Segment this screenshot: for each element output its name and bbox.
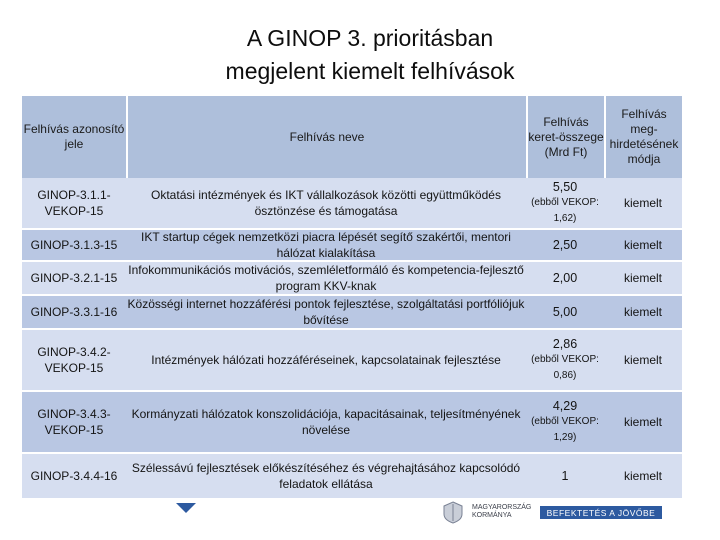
table-row <box>22 178 682 228</box>
header-amount: Felhívás keret-összege (Mrd Ft) <box>528 96 604 178</box>
row-name: Intézmények hálózati hozzáféréseinek, kapcsolatainak fejlesztése <box>151 353 501 367</box>
title-line-2: megjelent kiemelt felhívások <box>225 58 515 84</box>
header-mode: Felhívás meg-hirdetésének módja <box>606 96 682 178</box>
table-row <box>22 296 682 328</box>
table-row <box>22 230 682 260</box>
row-amount <box>526 330 604 390</box>
row-amount <box>526 230 604 260</box>
row-id: GINOP-3.1.1-VEKOP-15 <box>37 188 111 218</box>
row-mode: kiemelt <box>623 353 662 367</box>
row-name: Kormányzati hálózatok konszolidációja, kapacitásainak, teljesítményének növelése <box>131 407 521 437</box>
amount-value: 1 <box>561 469 569 483</box>
amount-sub: (ebből VEKOP: 0,86) <box>531 354 599 381</box>
investment-badge: BEFEKTETÉS A JÖVŐBE <box>540 506 662 519</box>
table-row <box>22 262 682 294</box>
row-amount <box>526 296 604 328</box>
row-id: GINOP-3.4.4-16 <box>30 469 118 483</box>
amount-value: 5,50 <box>552 180 578 194</box>
row-name: Szélessávú fejlesztések előkészítéséhez és végrehajtásához kapcsolódó feladatok ellátása <box>131 461 521 491</box>
amount-value: 2,00 <box>552 271 578 285</box>
row-mode: kiemelt <box>623 196 662 210</box>
blue-chevron-mark <box>176 503 196 513</box>
slide-title <box>170 22 570 88</box>
row-amount <box>526 178 604 228</box>
row-id: GINOP-3.1.3-15 <box>30 238 118 252</box>
header-id: Felhívás azonosító jele <box>22 96 126 178</box>
row-id: GINOP-3.3.1-16 <box>30 305 118 319</box>
table-row <box>22 454 682 498</box>
logo-text: MAGYARORSZÁG KORMÁNYA <box>472 504 532 519</box>
coat-of-arms-icon <box>438 500 468 524</box>
row-name: Infokommunikációs motivációs, szemléletformáló és kompetencia-fejlesztő program KKV-knak <box>128 263 524 293</box>
amount-value: 2,50 <box>552 238 578 252</box>
row-name: IKT startup cégek nemzetközi piacra lépését segítő szakértői, mentori hálózat kialakítása <box>141 230 511 260</box>
row-name: Oktatási intézmények és IKT vállalkozások közötti együttműködés ösztönzése és támogatása <box>151 188 501 218</box>
amount-value: 5,00 <box>552 305 578 319</box>
amount-sub: (ebből VEKOP: 1,62) <box>531 197 599 224</box>
row-mode: kiemelt <box>623 305 662 319</box>
row-amount <box>526 454 604 498</box>
amount-value: 4,29 <box>552 399 578 413</box>
row-amount <box>526 262 604 294</box>
row-mode: kiemelt <box>623 271 662 285</box>
table-row <box>22 330 682 390</box>
row-mode: kiemelt <box>623 415 662 429</box>
row-amount <box>526 392 604 452</box>
row-id: GINOP-3.2.1-15 <box>30 271 118 285</box>
row-id: GINOP-3.4.3-VEKOP-15 <box>37 407 111 437</box>
amount-sub: (ebből VEKOP: 1,29) <box>531 416 599 443</box>
row-id: GINOP-3.4.2-VEKOP-15 <box>37 345 111 375</box>
row-name: Közösségi internet hozzáférési pontok fejlesztése, szolgáltatási portfóliójuk bővítése <box>127 297 525 327</box>
row-mode: kiemelt <box>623 238 662 252</box>
header-name: Felhívás neve <box>128 96 526 178</box>
table-row <box>22 392 682 452</box>
row-mode: kiemelt <box>623 469 662 483</box>
title-line-1: A GINOP 3. prioritásban <box>246 25 494 51</box>
government-logo <box>438 500 534 524</box>
amount-value: 2,86 <box>552 337 578 351</box>
